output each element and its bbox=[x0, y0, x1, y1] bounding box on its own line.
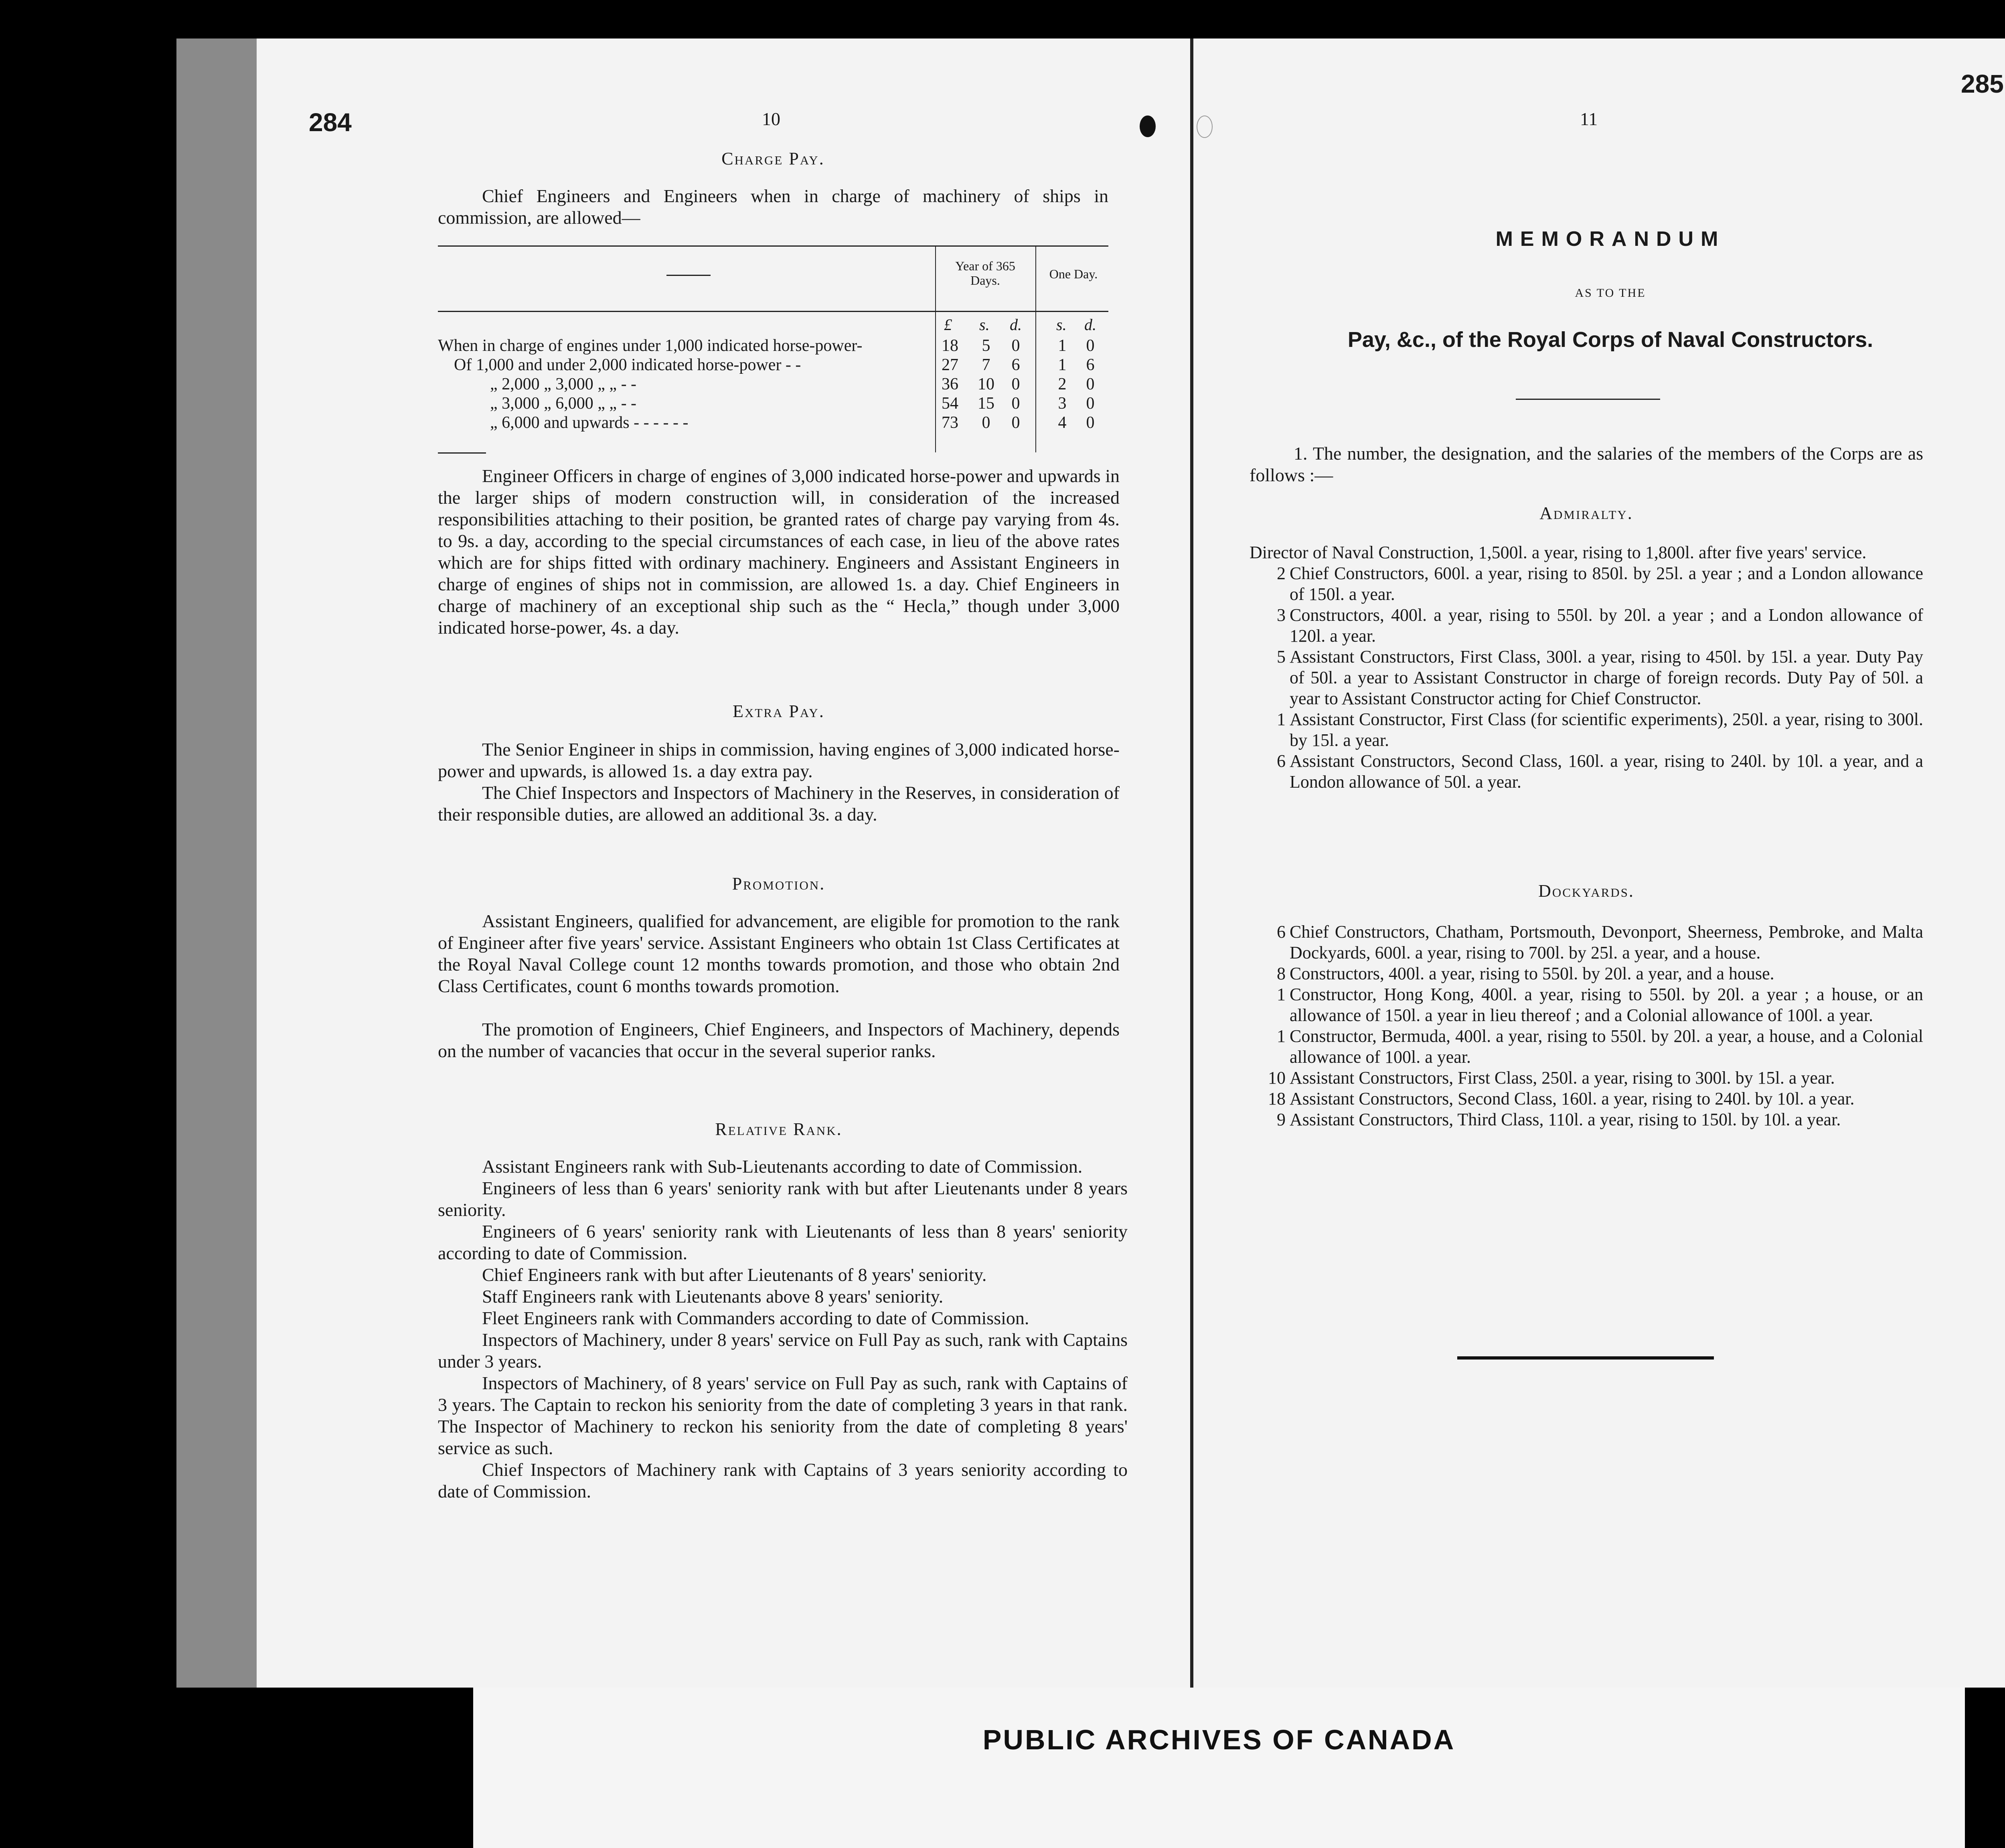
page-edge-left bbox=[176, 38, 257, 1688]
promotion-heading: Promotion. bbox=[732, 874, 826, 894]
folio-right: 285 bbox=[1961, 69, 2004, 98]
dockyards-list bbox=[1250, 922, 1923, 1130]
memorandum-title: MEMORANDUM bbox=[1495, 227, 1726, 251]
page-number-left: 10 bbox=[762, 109, 780, 129]
unit-day-shillings: s. bbox=[1056, 316, 1067, 334]
memorandum-title-2: Pay, &c., of the Royal Corps of Naval Constructors. bbox=[1347, 328, 1873, 352]
relative-rank-paragraph: Engineers of 6 years' seniority rank with Lieutenants of less than 8 years' seniority according to date of Commission. bbox=[438, 1221, 1128, 1263]
relative-rank-heading: Relative Rank. bbox=[715, 1119, 843, 1139]
intro-paragraph: 1. The number, the designation, and the salaries of the members of the Corps are as follows :— bbox=[1250, 443, 1923, 485]
charge-pay-intro: Chief Engineers and Engineers when in charge of machinery of ships in commission, are allowed— bbox=[438, 186, 1108, 228]
memorandum-subtitle: AS TO THE bbox=[1575, 286, 1646, 300]
promotion-paragraph-1: Assistant Engineers, qualified for advancement, are eligible for promotion to the rank of Engineer after five years' service. Assistant Engineers who obtain 1st Class Certificates at the Royal Naval College count 12 months towards promotion, and those who obtain 2nd Class Certificates, count 6 months towards promotion. bbox=[438, 911, 1120, 996]
end-rule bbox=[1457, 1356, 1714, 1360]
table-row: „ 6,000 and upwards - - - - - - 73 0 0 4 0 bbox=[490, 413, 1095, 432]
extra-pay-paragraph-2: The Chief Inspectors and Inspectors of Machinery in the Reserves, in consideration of their responsible duties, are allowed an additional 3s. a day. bbox=[438, 782, 1120, 825]
unit-pence: d. bbox=[1010, 316, 1022, 334]
relative-rank-paragraph: Assistant Engineers rank with Sub-Lieutenants according to date of Commission. bbox=[482, 1156, 1083, 1177]
list-item: Director of Naval Construction, 1,500l. a year, rising to 1,800l. after five years' service. bbox=[1250, 543, 1867, 562]
list-item: 18 Assistant Constructors, Second Class, 160l. a year, rising to 240l. by 10l. a year. bbox=[1268, 1089, 1855, 1108]
blank-header-dash bbox=[666, 275, 711, 276]
folio-left: 284 bbox=[309, 108, 352, 137]
list-item: 9 Assistant Constructors, Third Class, 110l. a year, rising to 150l. by 10l. a year. bbox=[1277, 1110, 1841, 1129]
relative-rank-paragraphs bbox=[438, 1156, 1128, 1502]
relative-rank-paragraph: Engineers of less than 6 years' seniority rank with but after Lieutenants under 8 years seniority. bbox=[438, 1178, 1128, 1220]
list-item: 2 Chief Constructors, 600l. a year, rising to 850l. by 25l. a year ; and a London allowance of 150l. a year. bbox=[1277, 563, 1923, 604]
list-item: 3 Constructors, 400l. a year, rising to 550l. by 20l. a year ; and a London allowance of 120l. a year. bbox=[1277, 605, 1923, 646]
right-page bbox=[1190, 38, 2005, 1688]
charge-pay-table bbox=[438, 245, 1108, 454]
page-number-right: 11 bbox=[1580, 109, 1598, 129]
page-gutter bbox=[1190, 38, 1193, 1688]
charge-pay-paragraph: Engineer Officers in charge of engines of 3,000 indicated horse-power and upwards in the larger ships of modern construction will, in consideration of the increased responsibilities attaching to their position, be granted rates of charge pay varying from 4s. to 9s. a day, according to the special circumstances of each case, in lieu of the above rates which are for ships fitted with ordinary machinery. Engineers and Assistant Engineers in charge of engines of ships not in commission, are allowed 1s. a day. Chief Engineers in charge of machinery of an exceptional ship such as the “ Hecla,” though under 3,000 indicated horse-power, 4s. a day. bbox=[438, 466, 1120, 638]
col-year-header: Year of 365 Days. bbox=[955, 259, 1015, 288]
relative-rank-paragraph: Chief Inspectors of Machinery rank with Captains of 3 years seniority according to date of Commission. bbox=[438, 1459, 1128, 1502]
binding-hole-icon bbox=[1140, 116, 1156, 137]
list-item: 1 Assistant Constructor, First Class (for scientific experiments), 250l. a year, rising to 300l. by 15l. a year. bbox=[1277, 709, 1923, 750]
divider bbox=[1516, 399, 1660, 400]
table-row: When in charge of engines under 1,000 indicated horse-power- 18 5 0 1 0 bbox=[438, 336, 1095, 355]
unit-day-pence: d. bbox=[1084, 316, 1096, 334]
list-item: 1 Constructor, Bermuda, 400l. a year, rising to 550l. by 20l. a year, a house, and a Colonial allowance of 100l. a year. bbox=[1277, 1026, 1923, 1067]
binding-hole-icon bbox=[1197, 116, 1213, 138]
list-item: 6 Assistant Constructors, Second Class, 160l. a year, rising to 240l. by 10l. a year, and a London allowance of 50l. a year. bbox=[1277, 751, 1923, 792]
list-item: 10 Assistant Constructors, First Class, 250l. a year, rising to 300l. by 15l. a year. bbox=[1268, 1068, 1835, 1088]
col-day-header: One Day. bbox=[1049, 267, 1098, 281]
admiralty-list bbox=[1250, 542, 1923, 792]
promotion-paragraph-2: The promotion of Engineers, Chief Engineers, and Inspectors of Machinery, depends on the number of vacancies that occur in the several superior ranks. bbox=[438, 1019, 1120, 1061]
relative-rank-paragraph: Fleet Engineers rank with Commanders according to date of Commission. bbox=[482, 1308, 1029, 1328]
relative-rank-paragraph: Chief Engineers rank with but after Lieutenants of 8 years' seniority. bbox=[482, 1264, 987, 1285]
list-item: 5 Assistant Constructors, First Class, 300l. a year, rising to 450l. by 15l. a year. Duty Pay of 50l. a year to Assistant Constructor in charge of foreign records. Duty Pay of 50l. a year to Assistant Constructor acting for Chief Constructor. bbox=[1277, 647, 1923, 708]
table-row: „ 3,000 „ 6,000 „ „ - - 54 15 0 3 0 bbox=[490, 394, 1095, 413]
dockyards-heading: Dockyards. bbox=[1538, 881, 1634, 901]
table-row: „ 2,000 „ 3,000 „ „ - - 36 10 0 2 0 bbox=[490, 375, 1095, 393]
archive-label: PUBLIC ARCHIVES OF CANADA bbox=[982, 1724, 1456, 1755]
extra-pay-heading: Extra Pay. bbox=[733, 701, 825, 721]
relative-rank-paragraph: Staff Engineers rank with Lieutenants above 8 years' seniority. bbox=[482, 1286, 944, 1307]
extra-pay-paragraph-1: The Senior Engineer in ships in commission, having engines of 3,000 indicated horse-power and upwards, is allowed 1s. a day extra pay. bbox=[438, 739, 1120, 781]
relative-rank-paragraph: Inspectors of Machinery, of 8 years' service on Full Pay as such, rank with Captains of 3 years. The Captain to reckon his seniority from the date of completing 3 years in that rank. The Inspector of Machinery to reckon his seniority from the date of completing 8 years' service as such. bbox=[438, 1373, 1128, 1458]
archive-strip bbox=[473, 1688, 1965, 1848]
unit-pounds: £ bbox=[944, 316, 952, 334]
list-item: 8 Constructors, 400l. a year, rising to 550l. by 20l. a year, and a house. bbox=[1277, 964, 1774, 983]
list-item: 6 Chief Constructors, Chatham, Portsmouth, Devonport, Sheerness, Pembroke, and Malta Dockyards, 600l. a year, rising to 700l. by 25l. a year, and a house. bbox=[1277, 922, 1923, 962]
admiralty-heading: Admiralty. bbox=[1539, 503, 1633, 523]
table-row: Of 1,000 and under 2,000 indicated horse-power - - 27 7 6 1 6 bbox=[454, 356, 1095, 374]
unit-shillings: s. bbox=[979, 316, 990, 334]
list-item: 1 Constructor, Hong Kong, 400l. a year, rising to 550l. by 20l. a year ; a house, or an allowance of 150l. a year in lieu thereof ; and a Colonial allowance of 100l. a year. bbox=[1277, 985, 1923, 1025]
relative-rank-paragraph: Inspectors of Machinery, under 8 years' service on Full Pay as such, rank with Captains under 3 years. bbox=[438, 1329, 1128, 1372]
charge-pay-heading: Charge Pay. bbox=[721, 149, 825, 168]
